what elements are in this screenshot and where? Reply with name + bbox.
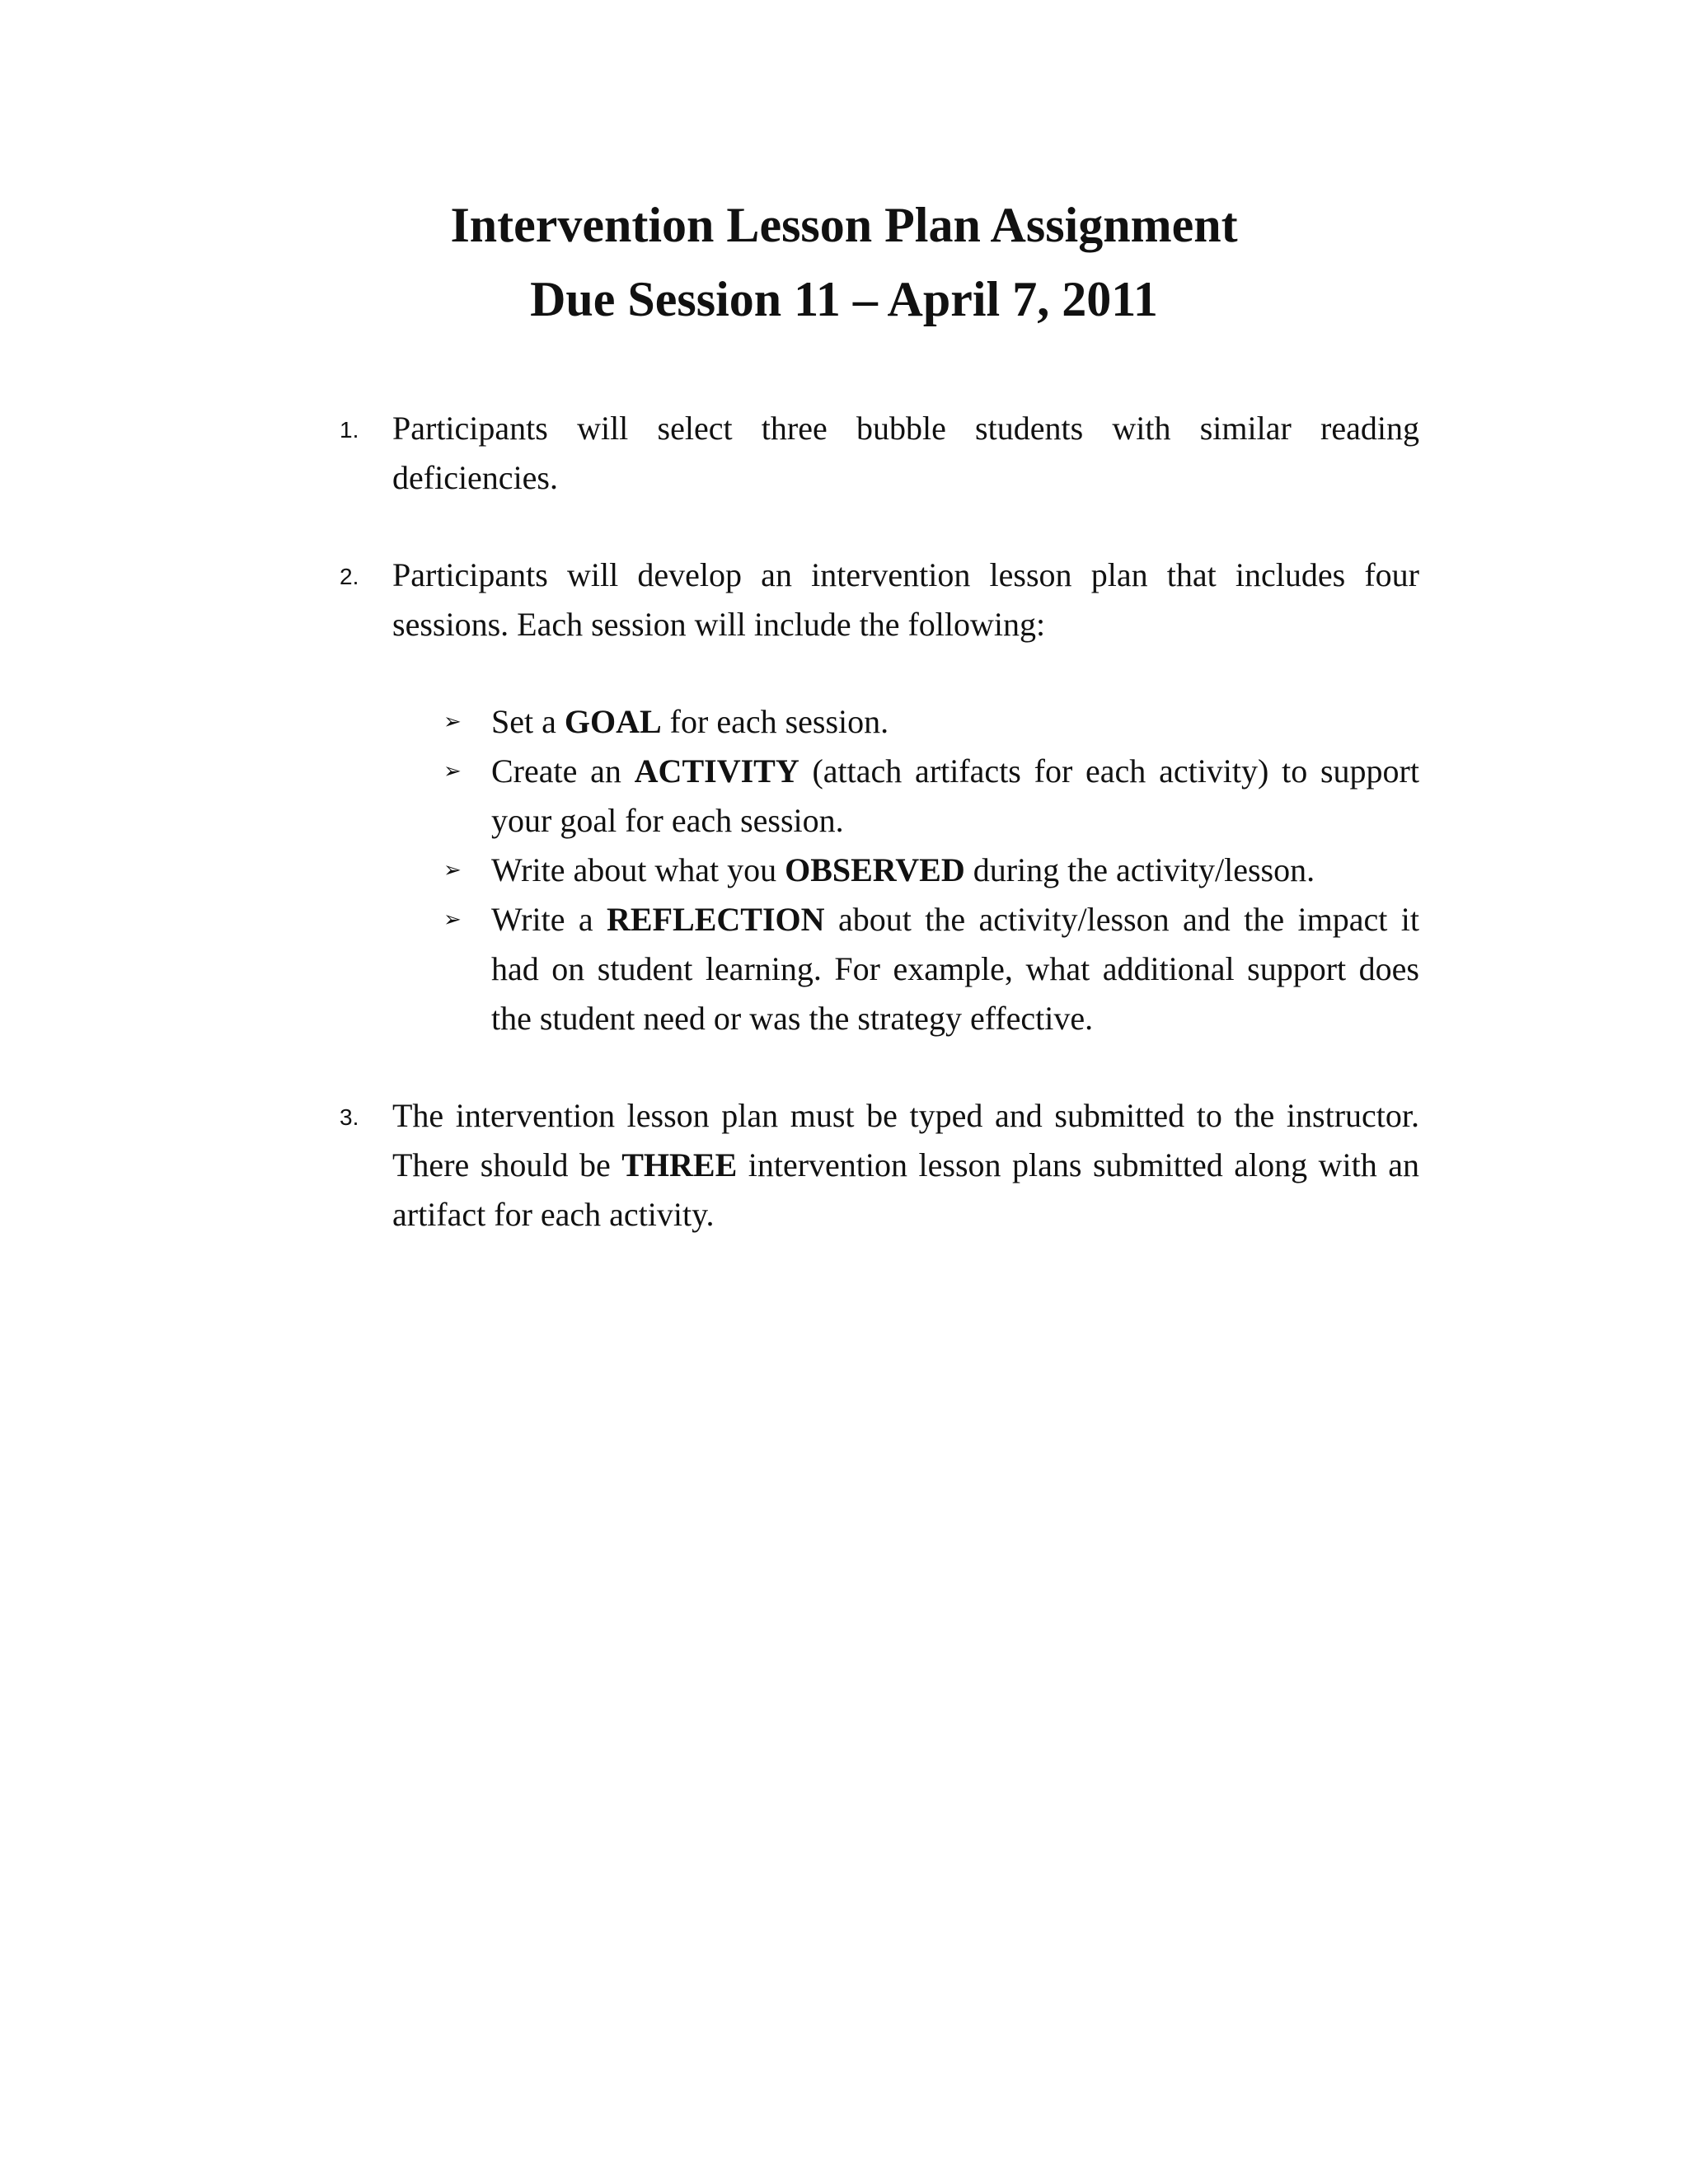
bullet-text: (attach artifacts for each activity) to support your goal for each session.: [491, 752, 1419, 839]
bullet-text: Create an: [491, 752, 635, 790]
document-title: Intervention Lesson Plan Assignment: [450, 198, 1238, 252]
arrow-bullet-icon: ➢: [443, 759, 462, 784]
item-text: Participants will develop an intervention lesson plan that includes four sessions. Each session will include the following:: [392, 556, 1419, 643]
item-text: Participants will select three bubble students with similar reading deficiencies.: [392, 410, 1419, 496]
bullet-goal: [443, 697, 1419, 747]
due-date-heading: Due Session 11 – April 7, 2011: [530, 272, 1158, 326]
title-block: [0, 188, 1688, 336]
list-item-1: [340, 404, 1419, 503]
bullet-text: for each session.: [661, 703, 889, 740]
item-number: 1.: [340, 417, 359, 443]
keyword-observed: OBSERVED: [785, 851, 965, 888]
item-text: intervention lesson plans submitted along with an artifact for each activity.: [392, 1146, 1419, 1233]
bullet-text: during the activity/lesson.: [964, 851, 1315, 888]
keyword-three: THREE: [621, 1146, 738, 1183]
instructions-list: [340, 404, 1419, 1240]
bullet-reflection: [443, 895, 1419, 1043]
list-item-3: [340, 1091, 1419, 1240]
bullet-observed: [443, 846, 1419, 895]
item-number: 3.: [340, 1104, 359, 1130]
keyword-goal: GOAL: [564, 703, 662, 740]
keyword-activity: ACTIVITY: [634, 752, 799, 790]
arrow-bullet-icon: ➢: [443, 710, 462, 734]
bullet-text: about the activity/lesson and the impact it had on student learning. For example, what additional support does the student need or was the strategy effective.: [491, 901, 1419, 1037]
session-requirements-list: [392, 697, 1419, 1043]
keyword-reflection: REFLECTION: [607, 901, 825, 938]
arrow-bullet-icon: ➢: [443, 907, 462, 932]
bullet-text: Set a: [491, 703, 565, 740]
bullet-text: Write about what you: [491, 851, 785, 888]
list-item-2: [340, 551, 1419, 1043]
arrow-bullet-icon: ➢: [443, 858, 462, 883]
item-number: 2.: [340, 564, 359, 589]
bullet-activity: [443, 747, 1419, 846]
item-text: The intervention lesson plan must be typed and submitted to the instructor. There should be: [392, 1097, 1419, 1183]
bullet-text: Write a: [491, 901, 607, 938]
